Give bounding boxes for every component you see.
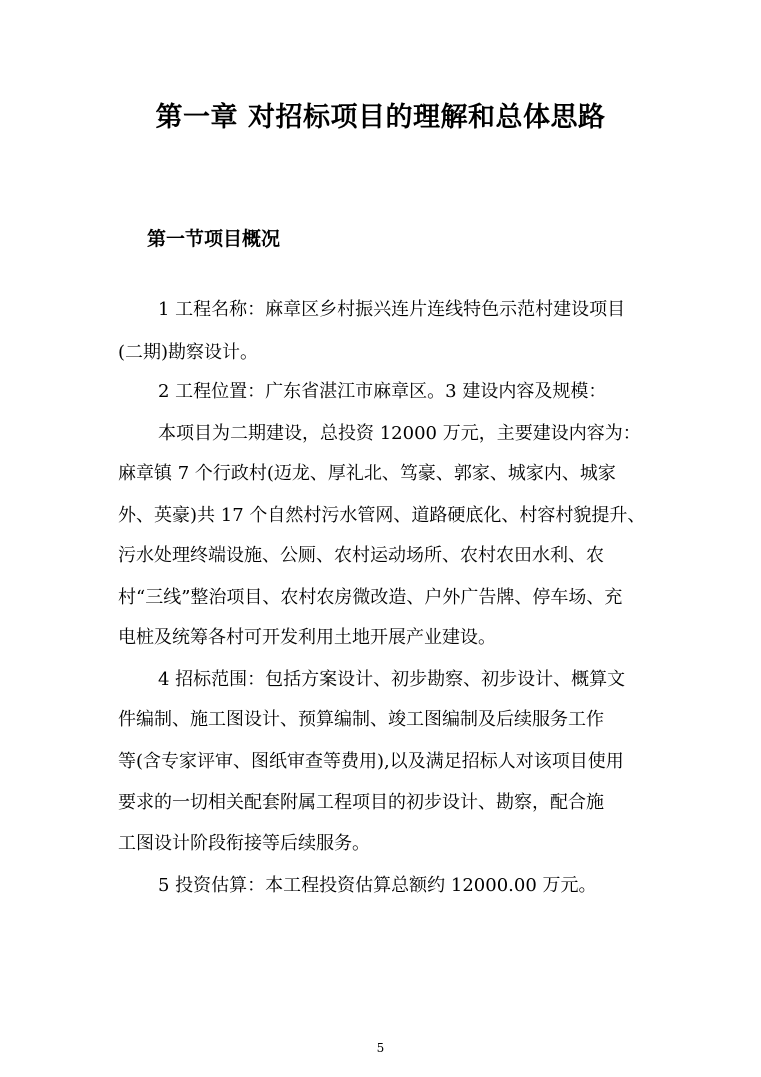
paragraph-line: 1 工程名称：麻章区乡村振兴连片连线特色示范村建设项目 (158, 299, 626, 320)
paragraph-line: 电桩及统筹各村可开发利用土地开展产业建设。 (118, 627, 496, 648)
paragraph-line: 工图设计阶段衔接等后续服务。 (118, 833, 370, 854)
paragraph-line: 4 招标范围：包括方案设计、初步勘察、初步设计、概算文 (158, 669, 626, 690)
paragraph-line: 污水处理终端设施、公厕、农村运动场所、农村农田水利、农 (118, 545, 604, 566)
paragraph-line: 外、英豪)共 17 个自然村污水管网、道路硬底化、村容村貌提升、 (118, 505, 646, 526)
paragraph-line: 件编制、施工图设计、预算编制、竣工图编制及后续服务工作 (118, 709, 604, 730)
paragraph-line: (二期)勘察设计。 (118, 342, 259, 363)
paragraph-line: 本项目为二期建设，总投资 12000 万元，主要建设内容为： (158, 423, 641, 444)
paragraph-line: 麻章镇 7 个行政村(迈龙、厚礼北、笃豪、郭家、城家内、城家 (118, 463, 616, 484)
paragraph-line: 村“三线”整治项目、农村农房微改造、户外广告牌、停车场、充 (118, 587, 623, 608)
page-number: 5 (376, 1041, 385, 1055)
paragraph-line: 5 投资估算：本工程投资估算总额约 12000.00 万元。 (158, 875, 597, 896)
section-title: 第一节项目概况 (147, 228, 281, 250)
paragraph-line: 2 工程位置：广东省湛江市麻章区。3 建设内容及规模： (158, 381, 607, 402)
paragraph-line: 要求的一切相关配套附属工程项目的初步设计、勘察，配合施 (118, 792, 604, 813)
paragraph-line: 等(含专家评审、图纸审查等费用),以及满足招标人对该项目使用 (118, 751, 624, 772)
chapter-title: 第一章 对招标项目的理解和总体思路 (155, 102, 606, 133)
